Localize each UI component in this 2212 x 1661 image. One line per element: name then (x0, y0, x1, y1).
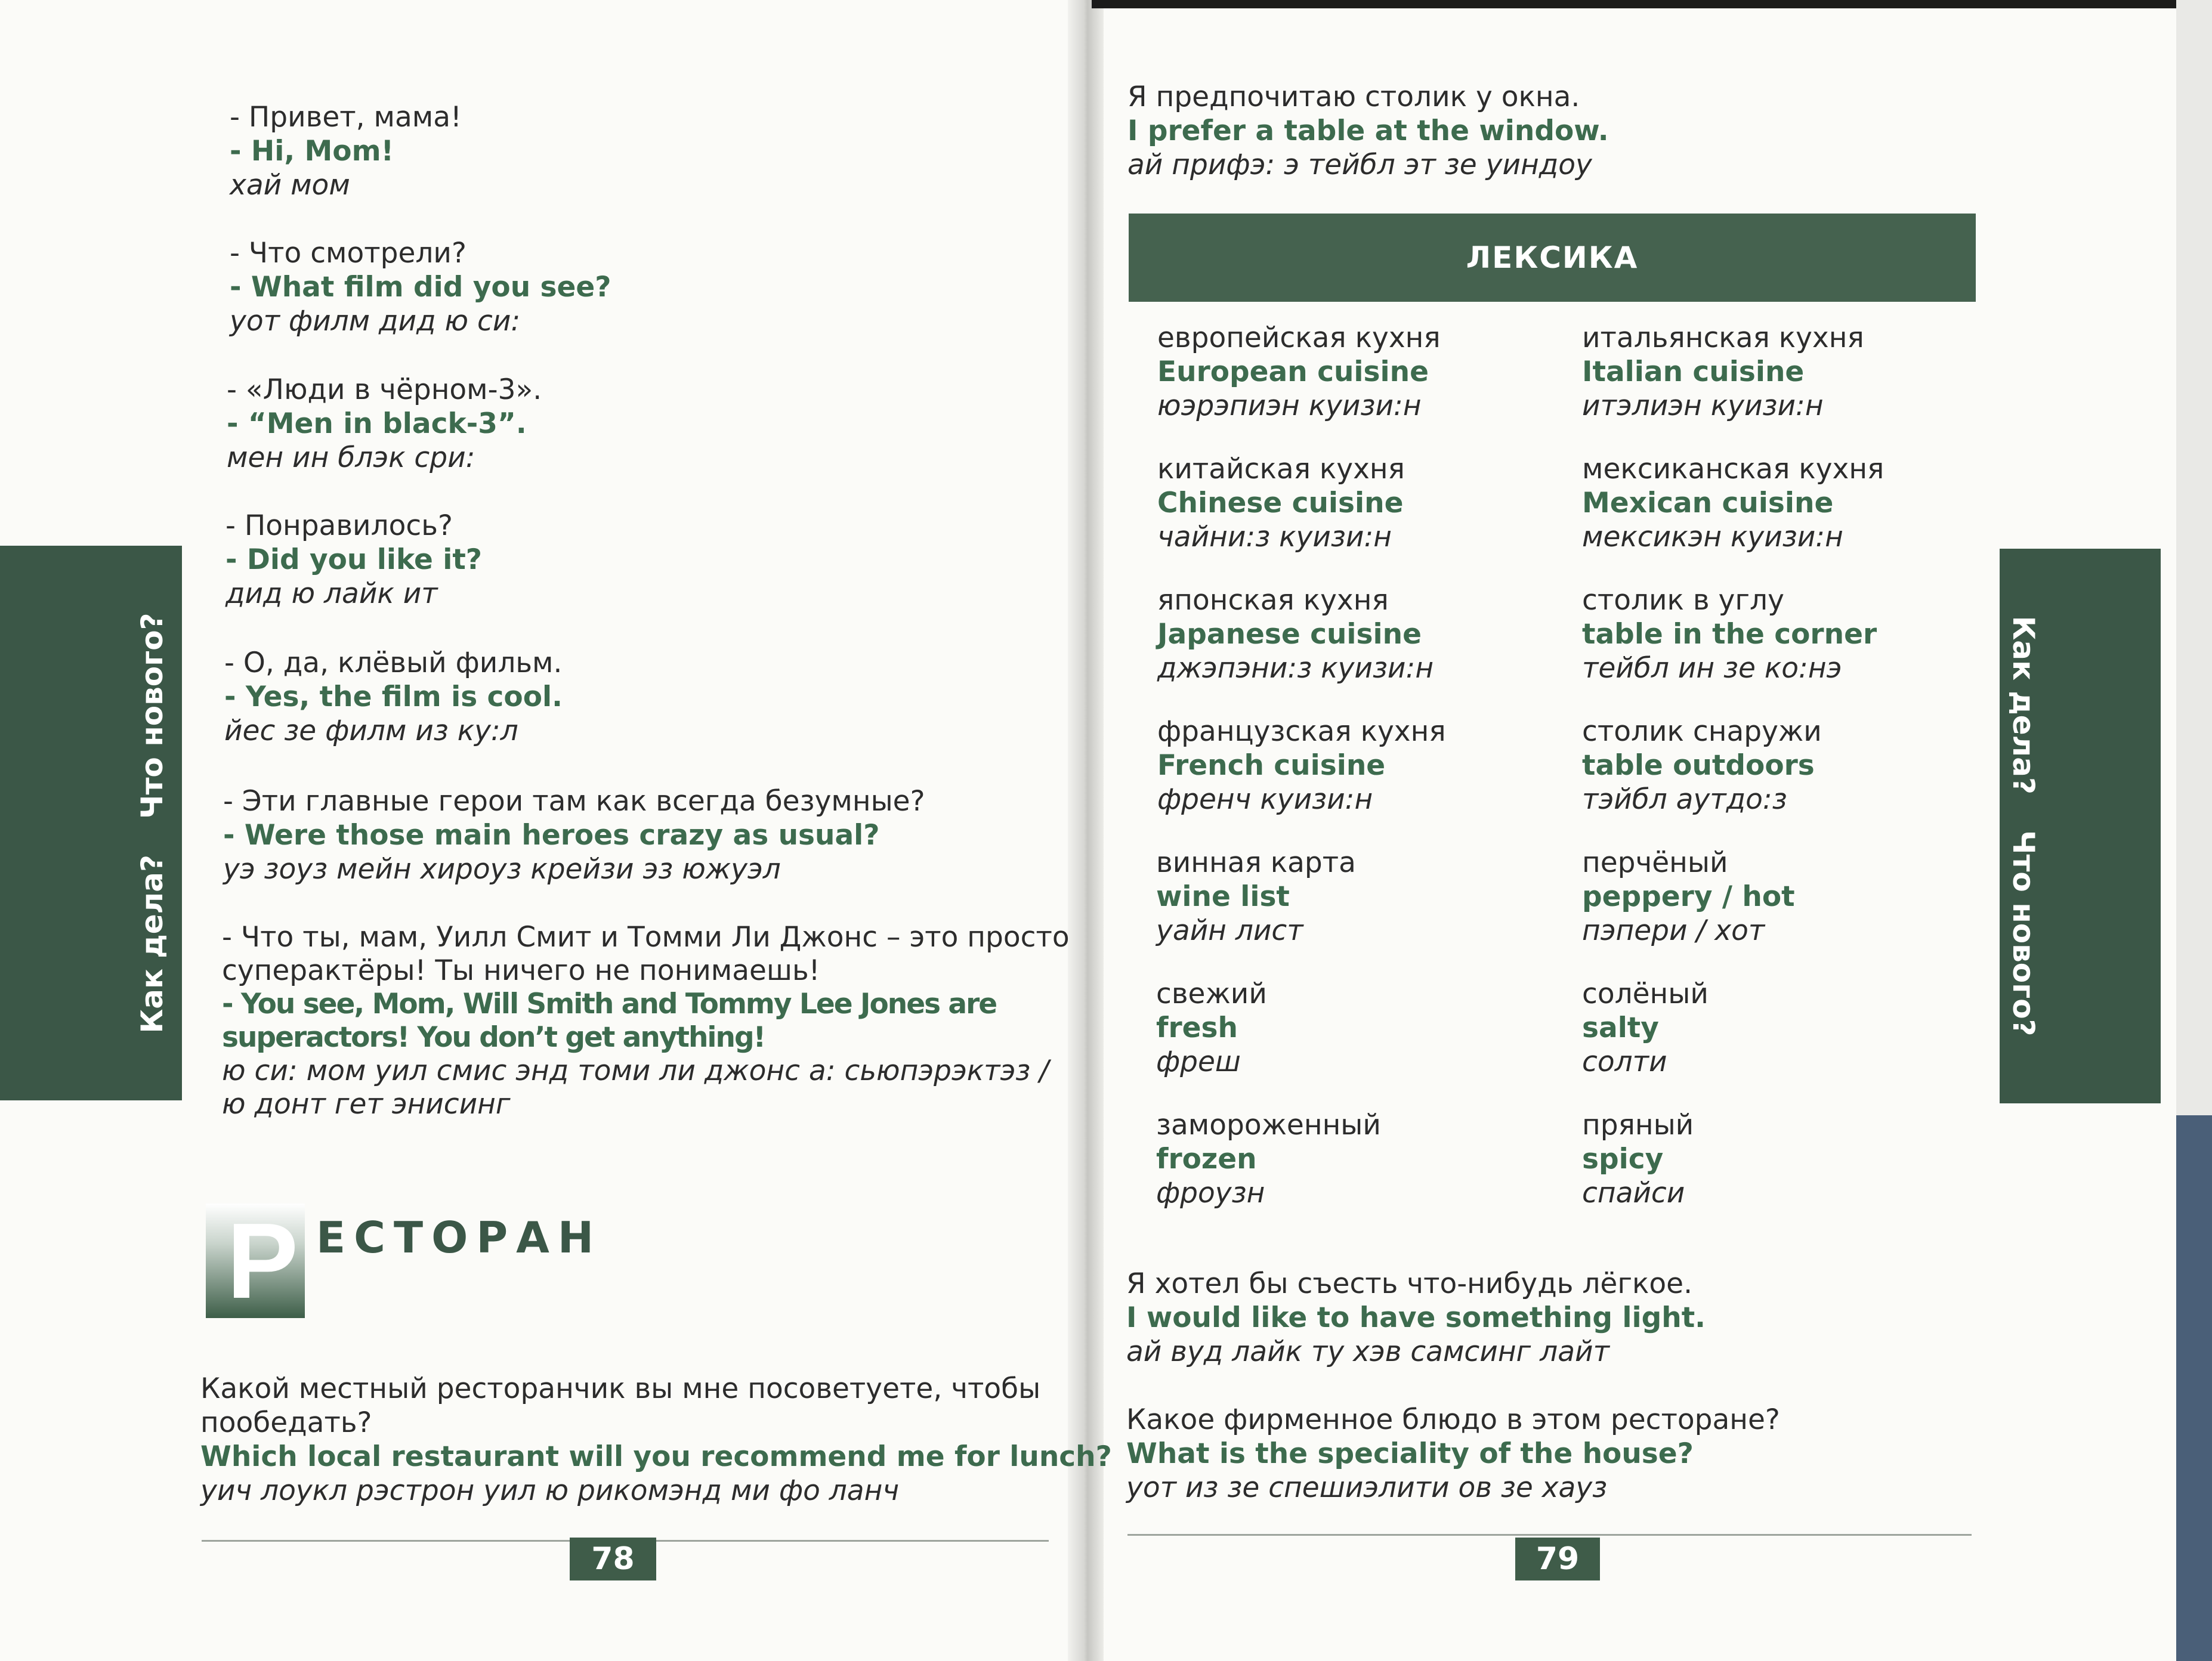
lexicon-header: ЛЕКСИКА (1129, 214, 1976, 302)
vocab-item: свежий fresh фреш (1156, 978, 1267, 1078)
vocab-item: перчёный peppery / hot пэпери / хот (1582, 846, 1795, 947)
right-side-tab (2000, 549, 2161, 1103)
vocab-item: столик в углу table in the corner тейбл ин зе ко:нэ (1582, 584, 1877, 685)
dialogue-line: - «Люди в чёрном-3». - “Men in black-3”. мен ин блэк сри: (227, 373, 542, 474)
top-phrase: Я предпочитаю столик у окна. I prefer a table at the window. ай прифэ: э тейбл эт зе уиндоу (1127, 81, 1609, 181)
top-edge (1092, 0, 2212, 8)
vocab-item: винная карта wine list уайн лист (1156, 846, 1356, 947)
side-tab-part1: Как дела? (2006, 615, 2041, 795)
phrase: Какое фирменное блюдо в этом ресторане? What is the speciality of the house? уот из зе спешиэлити ов зе хауз (1126, 1403, 1780, 1504)
dialogue-line: - Что ты, мам, Уилл Смит и Томми Ли Джонс – это просто суперактёры! Ты ничего не понимаешь! - You see, Mom, Will Smith and Tommy Lee Jones are superactors! You don’t get anything! ю си: мом уил смис энд томи ли джонс а: сьюпэрэктэз / ю донт гет энисинг (222, 921, 1070, 1121)
vocab-item: пряный spicy спайси (1582, 1109, 1694, 1210)
vocab-item: итальянская кухня Italian cuisine итэлиэн куизи:н (1582, 321, 1864, 422)
vocab-item: столик снаружи table outdoors тэйбл аутдо:з (1582, 715, 1822, 816)
restaurant-phrase: Какой местный ресторанчик вы мне посоветуете, чтобы пообедать? Which local restaurant will you recommend me for lunch? уич лоукл рэстрон уил ю рикомэнд ми фо ланч (200, 1372, 1112, 1507)
vocab-item: французская кухня French cuisine френч куизи:н (1157, 715, 1446, 816)
dialogue-line: - Что смотрели? - What film did you see? уот филм дид ю си: (230, 237, 611, 338)
dialogue-line: - Привет, мама! - Hi, Mom! хай мом (230, 101, 462, 202)
dialogue-line: - Эти главные герои там как всегда безумные? - Were those main heroes crazy as usual? уэ зоуз мейн хироуз крейзи эз южуэл (223, 785, 925, 886)
section-title-initial: Р (227, 1201, 299, 1321)
left-side-tab (0, 546, 182, 1100)
vocab-item: китайская кухня Chinese cuisine чайни:з куизи:н (1157, 453, 1405, 553)
dialogue-line: - Понравилось? - Did you like it? дид ю лайк ит (225, 509, 483, 610)
side-tab-part1: Как дела? (135, 854, 169, 1034)
dialogue-line: - О, да, клёвый фильм. - Yes, the film is cool. йес зе филм из ку:л (224, 647, 563, 747)
right-edge-shadow (2176, 1115, 2212, 1661)
vocab-item: европейская кухня European cuisine юэрэпиэн куизи:н (1157, 321, 1441, 422)
side-tab-part2: Что нового? (135, 613, 169, 819)
vocab-item: солёный salty солти (1582, 978, 1709, 1078)
footer-rule (1127, 1534, 1972, 1536)
section-title: ЕСТОРАН (316, 1213, 603, 1263)
vocab-item: мексиканская кухня Mexican cuisine мексикэн куизи:н (1582, 453, 1884, 553)
vocab-item: японская кухня Japanese cuisine джэпэни:з куизи:н (1157, 584, 1434, 685)
vocab-item: замороженный frozen фроузн (1156, 1109, 1381, 1210)
side-tab-part2: Что нового? (2006, 830, 2041, 1037)
page-number: 79 (1515, 1538, 1600, 1580)
page-number: 78 (570, 1538, 656, 1580)
phrase: Я хотел бы съесть что-нибудь лёгкое. I would like to have something light. ай вуд лайк ту хэв самсинг лайт (1126, 1267, 1706, 1368)
